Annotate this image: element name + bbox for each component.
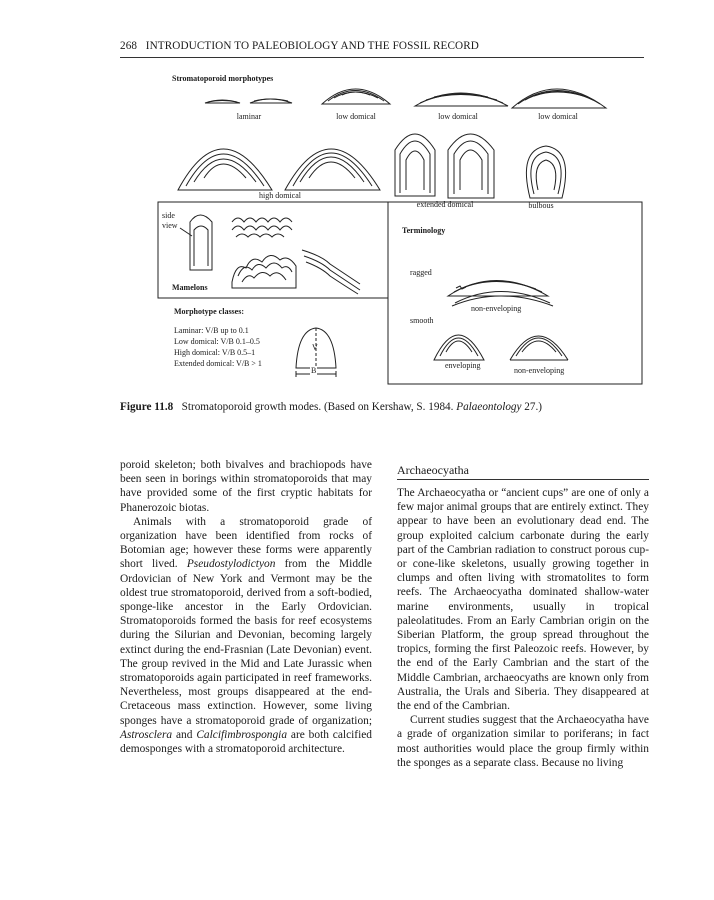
label-b: B bbox=[311, 366, 317, 375]
mamelon-waves-2 bbox=[232, 255, 296, 288]
label-v: V bbox=[312, 343, 318, 352]
extended-domical-shape-2 bbox=[448, 134, 494, 198]
extended-domical-shape-1 bbox=[395, 134, 435, 196]
caption-label: Figure 11.8 bbox=[120, 401, 174, 413]
figure-11-8-drawing bbox=[0, 0, 714, 410]
label-low-domical-3: low domical bbox=[538, 112, 578, 121]
high-domical-shape-2 bbox=[285, 149, 380, 190]
caption-text-end: 27.) bbox=[521, 401, 542, 413]
label-high-domical: high domical bbox=[259, 191, 301, 200]
mamelon-side-view-shape bbox=[180, 215, 212, 270]
label-side-view: side view bbox=[162, 211, 178, 230]
label-smooth: smooth bbox=[410, 316, 434, 325]
label-extended-domical: extended domical bbox=[416, 200, 474, 209]
label-non-enveloping-1: non-enveloping bbox=[471, 304, 522, 313]
laminar-shape-1 bbox=[205, 100, 240, 103]
high-domical-shape-1 bbox=[178, 149, 272, 190]
label-low-domical-2: low domical bbox=[438, 112, 478, 121]
class-item: High domical: V/B 0.5–1 bbox=[174, 348, 256, 357]
caption-journal: Palaeontology bbox=[456, 401, 522, 413]
class-item: Laminar: V/B up to 0.1 bbox=[174, 326, 249, 335]
non-enveloping-dome-shape bbox=[510, 336, 568, 360]
running-title: INTRODUCTION TO PALEOBIOLOGY AND THE FOSSIL RECORD bbox=[145, 40, 479, 52]
ragged-enveloping-shape bbox=[448, 281, 548, 297]
label-enveloping: enveloping bbox=[445, 361, 481, 370]
low-domical-shape-2 bbox=[415, 93, 508, 106]
label-laminar: laminar bbox=[236, 112, 262, 121]
figure-caption bbox=[120, 400, 650, 414]
left-column bbox=[120, 458, 372, 756]
mamelon-waves-3 bbox=[302, 250, 360, 294]
paragraph: Current studies suggest that the Archaeocyatha have a grade of organization similar to poriferans; in fact most authorities would place the group firmly within the sponges as a separate class. Because no living bbox=[397, 714, 649, 769]
label-bulbous: bulbous bbox=[528, 201, 554, 210]
class-item: Low domical: V/B 0.1–0.5 bbox=[174, 337, 260, 346]
classes-title: Morphotype classes: bbox=[174, 307, 244, 316]
figure-title: Stromatoporoid morphotypes bbox=[172, 74, 274, 83]
label-ragged: ragged bbox=[410, 268, 432, 277]
mamelon-waves-1 bbox=[232, 218, 292, 237]
paragraph: poroid skeleton; both bivalves and brachiopods have been seen in borings within stromatoporoids that may have provided some of the first cryptic habitats for Phanerozoic biotas. bbox=[120, 459, 372, 514]
low-domical-shape-1 bbox=[322, 89, 390, 104]
caption-text: Stromatoporoid growth modes. (Based on Kershaw, S. 1984. bbox=[181, 401, 457, 413]
enveloping-dome-shape bbox=[434, 335, 484, 360]
class-item: Extended domical: V/B > 1 bbox=[174, 359, 262, 368]
laminar-shape-2 bbox=[250, 99, 292, 103]
terminology-title: Terminology bbox=[402, 226, 446, 235]
paragraph: Animals with a stromatoporoid grade of organization have been identified from rocks of Botomian age; however these forms were apparently short lived. Pseudostylodictyon from the Middle Ordovician of New York and Vermont may be the oldest true stromatoporoid, derived from a soft-bodied, sponge-like ancestor in the Early Ordovician. Stromatoporoids formed the basis for reef ecosystems during the Silurian and Devonian, becoming largely extinct during the end-Frasnian (Late Devonian) event. The group revived in the Mid and Late Jurassic when stromatoporoids again participated in reef frameworks. Nevertheless, most groups disappeared at the end-Cretaceous mass extinction. However, some living sponges have a stromatoporoid grade of organization; Astrosclera and Calcifimbrospongia are both calcified demosponges with a stromatoporoid architecture. bbox=[120, 515, 372, 756]
right-column bbox=[397, 463, 649, 770]
section-title-archaeocyatha: Archaeocyatha bbox=[397, 463, 649, 480]
page-number: 268 bbox=[120, 40, 138, 52]
label-non-enveloping-2: non-enveloping bbox=[514, 366, 565, 375]
low-domical-shape-3 bbox=[512, 89, 606, 108]
label-low-domical-1: low domical bbox=[336, 112, 376, 121]
label-mamelons: Mamelons bbox=[172, 283, 208, 292]
bulbous-shape bbox=[526, 146, 565, 198]
paragraph: The Archaeocyatha or “ancient cups” are one of only a few major animal groups that are entirely extinct. They appear to have been an evolutionary dead end. The group exploited calcium carbonate during the early part of the Cambrian radiation to construct porous cup- or cone-like skeletons, usually growing together in clumps and often living with stromatolites to form reefs. The Archaeocyatha dominated shallow-water marine environments, usually in tropical paleolatitudes. From an Early Cambrian origin on the Siberian Platform, the group spread throughout the tropics, forming the first Paleozoic reefs. However, by the end of the Early Cambrian and the start of the Middle Cambrian, archaeocyaths are known only from Australia, the Urals and Siberia. They disappeared at the end of the Cambrian. bbox=[397, 487, 649, 713]
